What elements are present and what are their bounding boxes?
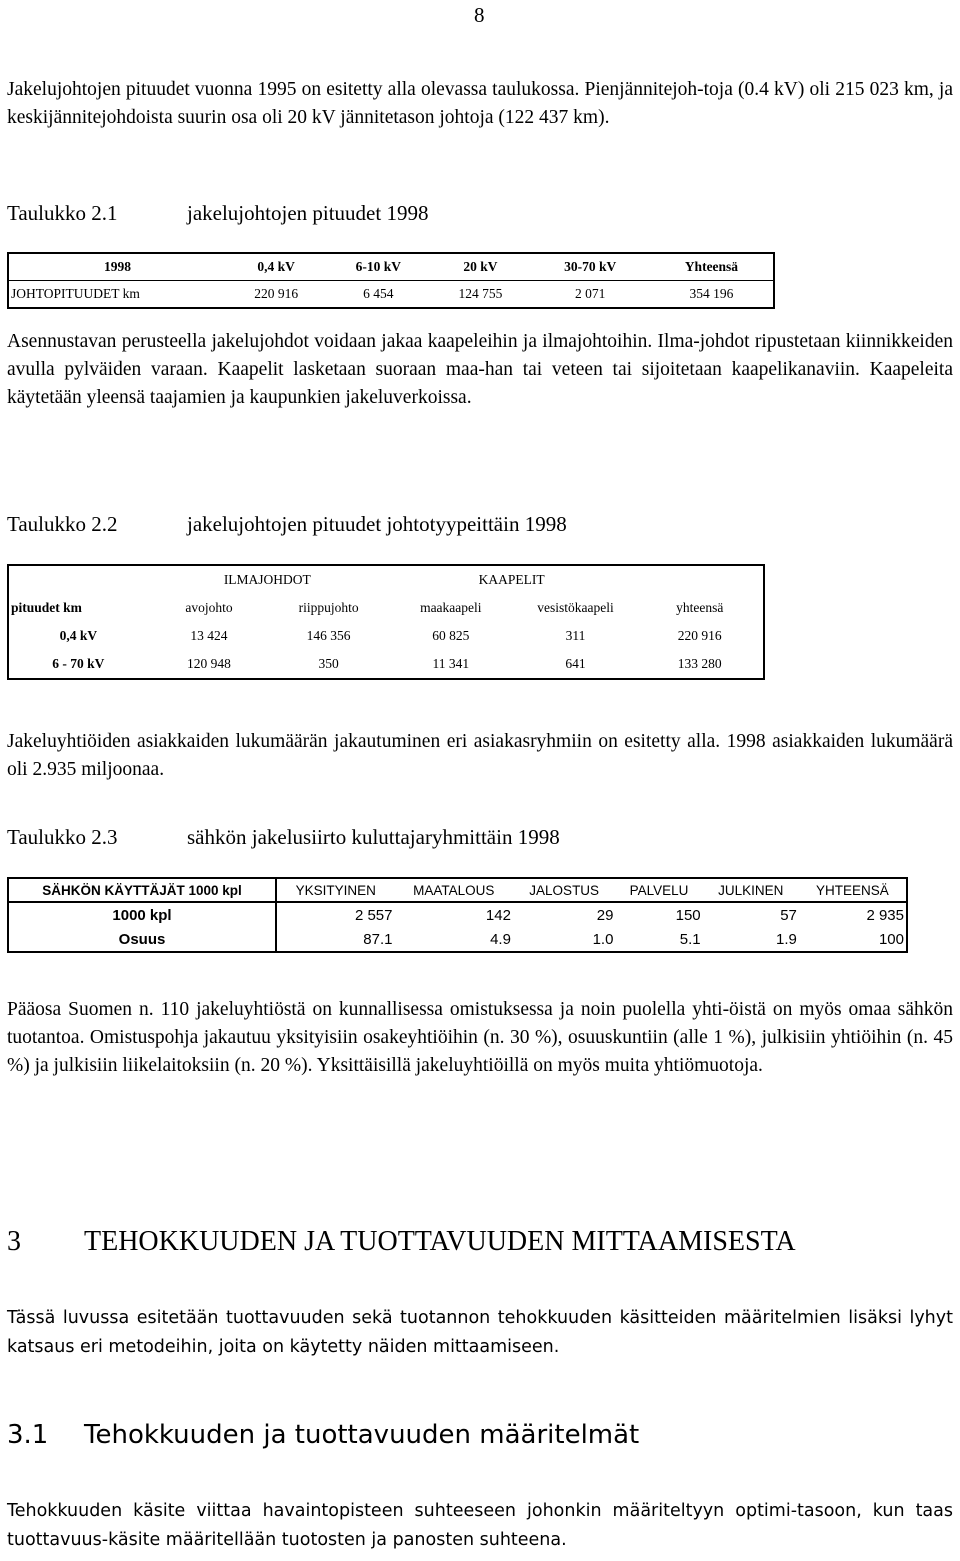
paragraph-definitions: Tehokkuuden käsite viittaa havaintopisteen suhteeseen johonkin määriteltyyn optimi-tasoon, kun taas tuottavuus-käsite määritellään tuotosten ja panosten suhteena.	[7, 1501, 953, 1550]
table-row	[8, 927, 907, 952]
table-cell: 220 916	[677, 628, 722, 643]
table-cell: 4.9	[490, 930, 511, 948]
header-cell: YHTEENSÄ	[799, 878, 907, 902]
table-header-row	[8, 878, 907, 902]
table-header-row	[8, 594, 764, 622]
table-cell: 13 424	[190, 628, 228, 643]
table-cell: 87.1	[363, 930, 393, 948]
caption-number: Taulukko 2.3	[7, 825, 118, 849]
table-caption-2-3	[7, 825, 560, 850]
table-customer-groups	[7, 877, 908, 953]
header-cell: SÄHKÖN KÄYTTÄJÄT 1000 kpl	[8, 878, 276, 902]
table-cell: 100	[878, 930, 904, 948]
table-cell: 11 341	[432, 656, 470, 671]
header-cell: riippujohto	[298, 600, 359, 615]
table-line-types	[7, 564, 765, 680]
table-group-row	[8, 565, 764, 594]
table-cell: 6 454	[363, 286, 394, 301]
table-cell: 5.1	[679, 930, 701, 948]
table-cell: 29	[596, 906, 614, 924]
table-cell: 354 196	[689, 286, 734, 301]
header-cell: JULKINEN	[703, 878, 799, 902]
caption-title: jakelujohtojen pituudet 1998	[187, 201, 429, 225]
table-cell: 146 356	[306, 628, 351, 643]
row-label: 6 - 70 kV	[52, 656, 105, 671]
paragraph-ownership: Pääosa Suomen n. 110 jakeluyhtiöstä on kunnallisessa omistuksessa ja noin puolella yhti-öistä on myös omaa sähkön tuotantoa. Omistuspohja jakautuu yksityisiin osakeyhtiöihin (n. 30 %), osuuskuntiin (alle 1 %), julkisiin yhtiöihin (n. 45 %) ja julkisiin liikelaitoksiin (n. 20 %). Yksittäisillä jakeluyhtiöillä on myös muita yhtiömuotoja.	[7, 999, 953, 1076]
table-header-row	[8, 253, 774, 281]
header-cell: avojohto	[185, 600, 233, 615]
table-row	[8, 622, 764, 650]
header-cell: maakaapeli	[420, 600, 482, 615]
row-label: Osuus	[8, 927, 276, 952]
group-header-ilmajohdot: ILMAJOHDOT	[223, 572, 311, 587]
table-cell: 311	[565, 628, 586, 643]
header-cell: YKSITYINEN	[276, 878, 394, 902]
paragraph-customers: Jakeluyhtiöiden asiakkaiden lukumäärän jakautuminen eri asiakasryhmiin on esitetty alla. 1998 asiakkaiden lukumäärä oli 2.935 miljoonaa.	[7, 731, 953, 780]
header-cell: 20 kV	[430, 253, 530, 281]
table-cell: 1.0	[592, 930, 614, 948]
caption-number: Taulukko 2.2	[7, 512, 118, 536]
table-cell: 120 948	[187, 656, 231, 671]
header-cell: pituudet km	[11, 600, 82, 615]
page-number: 8	[474, 3, 485, 27]
table-caption-2-1	[7, 201, 429, 226]
header-cell: JALOSTUS	[513, 878, 616, 902]
section-number: 3	[7, 1226, 21, 1257]
caption-title: jakelujohtojen pituudet johtotyypeittäin 1998	[187, 512, 567, 536]
caption-title: sähkön jakelusiirto kuluttajaryhmittäin 1998	[187, 825, 560, 849]
table-row	[8, 650, 764, 679]
header-cell: vesistökaapeli	[537, 600, 614, 615]
subsection-heading	[7, 1420, 640, 1450]
group-header-kaapelit: KAAPELIT	[478, 572, 545, 587]
table-cell: 150	[675, 906, 701, 924]
table-row	[8, 281, 774, 309]
subsection-number: 3.1	[7, 1420, 49, 1450]
paragraph-section-intro: Tässä luvussa esitetään tuottavuuden sekä tuotannon tehokkuuden käsitteiden määritelmien lisäksi lyhyt katsaus eri metodeihin, joita on käytetty näiden mittaamiseen.	[7, 1308, 953, 1357]
table-cell: 2 557	[354, 906, 393, 924]
row-label: 0,4 kV	[59, 628, 98, 643]
table-cell: 2 071	[575, 286, 606, 301]
table-cell: 350	[318, 656, 339, 671]
header-cell: 30-70 kV	[531, 253, 650, 281]
header-cell: Yhteensä	[650, 253, 774, 281]
header-cell: 0,4 kV	[226, 253, 326, 281]
table-row	[8, 902, 907, 927]
subsection-title: Tehokkuuden ja tuottavuuden määritelmät	[84, 1420, 640, 1450]
table-cell: 60 825	[432, 628, 470, 643]
table-caption-2-2	[7, 512, 567, 537]
table-cell: 220 916	[254, 286, 299, 301]
table-cell: 57	[780, 906, 797, 924]
header-cell: MAATALOUS	[394, 878, 512, 902]
table-line-lengths	[7, 252, 775, 309]
paragraph-line-lengths: Jakelujohtojen pituudet vuonna 1995 on esitetty alla olevassa taulukossa. Pienjännitejoh-toja (0.4 kV) oli 215 023 km, ja keskijännitejohdoista suurin osa oli 20 kV jännitetason johtoja (122 437 km).	[7, 79, 953, 128]
table-cell: 641	[565, 656, 586, 671]
table-cell: 1.9	[776, 930, 797, 948]
caption-number: Taulukko 2.1	[7, 201, 118, 225]
row-label: JOHTOPITUUDET km	[11, 286, 140, 301]
section-title: TEHOKKUUDEN JA TUOTTAVUUDEN MITTAAMISESTA	[84, 1226, 796, 1257]
header-cell: 6-10 kV	[326, 253, 430, 281]
header-cell: 1998	[8, 253, 226, 281]
row-label: 1000 kpl	[8, 902, 276, 927]
table-cell: 2 935	[866, 906, 904, 924]
table-cell: 142	[485, 906, 511, 924]
section-heading	[7, 1226, 796, 1258]
table-cell: 124 755	[458, 286, 503, 301]
header-cell: PALVELU	[615, 878, 702, 902]
table-cell: 133 280	[677, 656, 722, 671]
header-cell: yhteensä	[676, 600, 724, 615]
paragraph-installation: Asennustavan perusteella jakelujohdot voidaan jakaa kaapeleihin ja ilmajohtoihin. Ilma-johdot ripustetaan kiinnikkeiden avulla pylväiden varaan. Kaapelit lasketaan suoraan maa-han tai veteen tai sijoitetaan kaapelikanaviin. Kaapeleita käytetään yleensä taajamien ja kaupunkien jakeluverkoissa.	[7, 331, 953, 408]
